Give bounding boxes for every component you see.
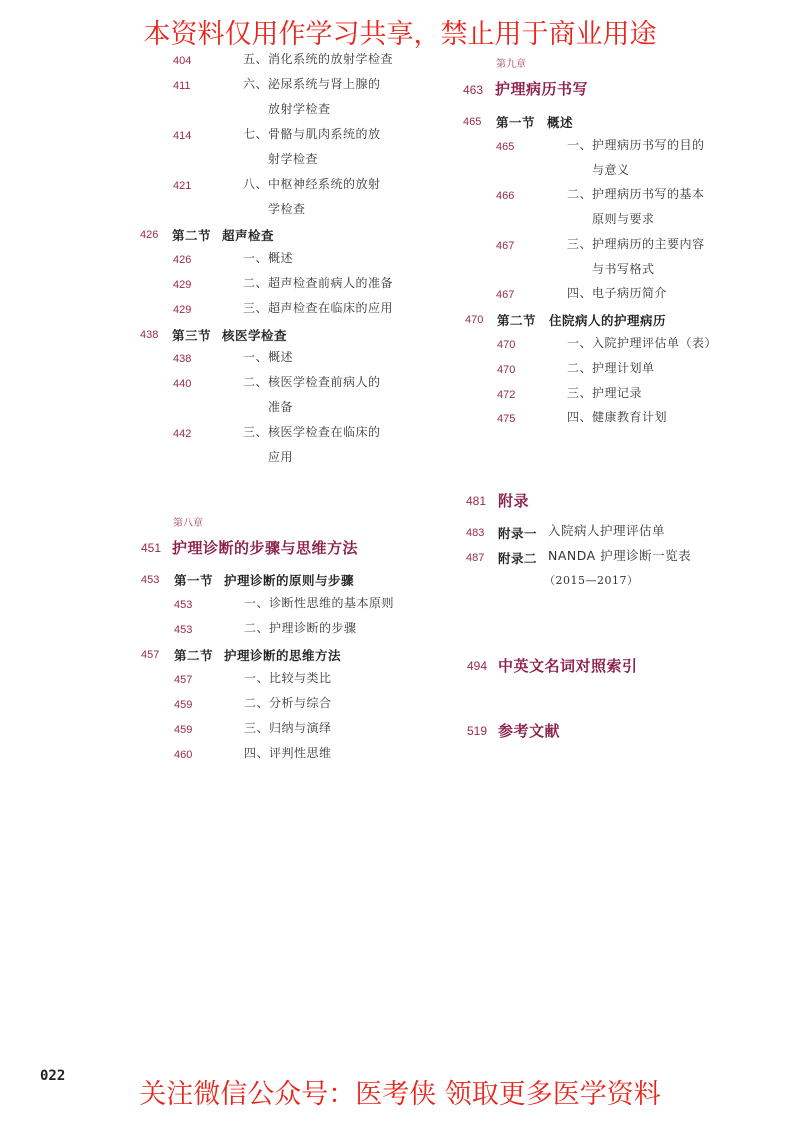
appendix-item-note: （2015—2017）	[544, 574, 639, 587]
toc-item[interactable]: 七、骨骼与肌肉系统的放	[243, 127, 381, 141]
appendix-item-label[interactable]: 附录一	[498, 526, 538, 541]
section-label[interactable]: 第二节	[497, 313, 537, 328]
toc-item[interactable]: 四、评判性思维	[244, 746, 332, 760]
toc-page: 429	[173, 304, 192, 316]
toc-page: 404	[173, 55, 192, 67]
section-title[interactable]: 住院病人的护理病历	[549, 313, 667, 328]
toc-item[interactable]: 二、护理诊断的步骤	[244, 621, 357, 635]
toc-item[interactable]: 三、超声检查在临床的应用	[243, 301, 394, 315]
page-number: 022	[40, 1068, 66, 1084]
toc-page: 472	[497, 389, 516, 401]
chapter-label: 第九章	[496, 59, 526, 70]
toc-page: 453	[174, 624, 193, 636]
toc-item[interactable]: 一、比较与类比	[244, 671, 332, 685]
toc-item[interactable]: 一、概述	[243, 251, 294, 265]
toc-page: 470	[497, 364, 516, 376]
section-page: 465	[463, 116, 482, 128]
section-label[interactable]: 第二节	[172, 228, 212, 243]
toc-item[interactable]: 四、健康教育计划	[567, 410, 668, 424]
toc-page: 470	[497, 339, 516, 351]
toc-item[interactable]: 六、泌尿系统与肾上腺的	[243, 77, 381, 91]
toc-page: 466	[496, 190, 515, 202]
toc-item[interactable]: 五、消化系统的放射学检查	[243, 52, 394, 66]
toc-item-cont[interactable]: 应用	[268, 450, 294, 464]
toc-page: 459	[174, 699, 193, 711]
section-label[interactable]: 第一节	[496, 115, 536, 130]
toc-item[interactable]: 三、护理病历的主要内容	[567, 237, 705, 251]
appendix-item-page: 483	[466, 527, 485, 539]
index-title[interactable]: 中英文名词对照索引	[498, 657, 638, 675]
toc-page: 440	[173, 378, 192, 390]
section-label[interactable]: 第二节	[174, 648, 214, 663]
toc-item[interactable]: 三、护理记录	[567, 386, 643, 400]
section-title[interactable]: 护理诊断的原则与步骤	[224, 573, 355, 588]
chapter-page: 463	[463, 83, 484, 97]
toc-item[interactable]: 二、核医学检查前病人的	[243, 375, 381, 389]
toc-page: 411	[173, 80, 191, 92]
appendix-item-page: 487	[466, 552, 485, 564]
toc-page: 459	[174, 724, 193, 736]
appendix-item-label[interactable]: 附录二	[498, 551, 538, 566]
toc-item[interactable]: 八、中枢神经系统的放射	[243, 177, 381, 191]
section-page: 438	[140, 329, 159, 341]
section-label[interactable]: 第三节	[172, 328, 212, 343]
toc-page: 429	[173, 279, 192, 291]
toc-item[interactable]: 二、护理病历书写的基本	[567, 187, 705, 201]
toc-item-cont[interactable]: 学检查	[268, 202, 306, 216]
toc-page: 467	[496, 240, 515, 252]
bottom-watermark: 关注微信公众号：医考侠 领取更多医学资料	[139, 1079, 661, 1110]
toc-item-cont[interactable]: 准备	[268, 400, 294, 414]
appendix-title[interactable]: 附录	[498, 492, 530, 510]
toc-item[interactable]: 一、入院护理评估单（表）	[567, 336, 718, 350]
toc-item[interactable]: 一、概述	[243, 350, 294, 364]
section-title[interactable]: 概述	[547, 115, 574, 130]
toc-item[interactable]: 三、归纳与演绎	[244, 721, 332, 735]
references-title[interactable]: 参考文献	[498, 722, 561, 740]
appendix-item-title[interactable]: NANDA 护理诊断一览表	[548, 548, 692, 563]
appendix-page: 481	[466, 494, 487, 508]
section-page: 470	[465, 314, 484, 326]
appendix-item-title[interactable]: 入院病人护理评估单	[548, 523, 666, 538]
toc-item[interactable]: 一、诊断性思维的基本原则	[244, 596, 395, 610]
top-watermark: 本资料仅用作学习共享，禁止用于商业用途	[143, 19, 657, 50]
toc-page: 421	[173, 180, 192, 192]
toc-item-cont[interactable]: 原则与要求	[592, 212, 655, 226]
toc-item-cont[interactable]: 射学检查	[268, 152, 319, 166]
toc-item-cont[interactable]: 放射学检查	[268, 102, 331, 116]
toc-page: 475	[497, 413, 516, 425]
section-title[interactable]: 护理诊断的思维方法	[224, 648, 342, 663]
toc-page: 426	[173, 254, 192, 266]
references-page: 519	[467, 724, 488, 738]
toc-item-cont[interactable]: 与书写格式	[592, 262, 655, 276]
chapter-title[interactable]: 护理病历书写	[495, 80, 589, 98]
section-page: 453	[141, 574, 160, 586]
section-page: 457	[141, 649, 160, 661]
toc-page: 414	[173, 130, 192, 142]
toc-item[interactable]: 一、护理病历书写的目的	[567, 138, 705, 152]
section-label[interactable]: 第一节	[174, 573, 214, 588]
toc-page: 457	[174, 674, 193, 686]
toc-item[interactable]: 二、护理计划单	[567, 361, 655, 375]
toc-item[interactable]: 四、电子病历简介	[567, 286, 668, 300]
index-page: 494	[467, 659, 488, 673]
chapter-label: 第八章	[173, 518, 203, 529]
section-page: 426	[140, 229, 159, 241]
toc-page: 453	[174, 599, 193, 611]
chapter-page: 451	[141, 541, 162, 555]
toc-page: 442	[173, 428, 192, 440]
chapter-title[interactable]: 护理诊断的步骤与思维方法	[172, 539, 359, 557]
toc-page: 465	[496, 141, 515, 153]
toc-item-cont[interactable]: 与意义	[592, 163, 630, 177]
section-title[interactable]: 核医学检查	[222, 328, 288, 343]
toc-page: 467	[496, 289, 515, 301]
toc-page: 460	[174, 749, 193, 761]
toc-item[interactable]: 三、核医学检查在临床的	[243, 425, 381, 439]
toc-page: 438	[173, 353, 192, 365]
toc-item[interactable]: 二、分析与综合	[244, 696, 332, 710]
section-title[interactable]: 超声检查	[222, 228, 275, 243]
toc-item[interactable]: 二、超声检查前病人的准备	[243, 276, 394, 290]
